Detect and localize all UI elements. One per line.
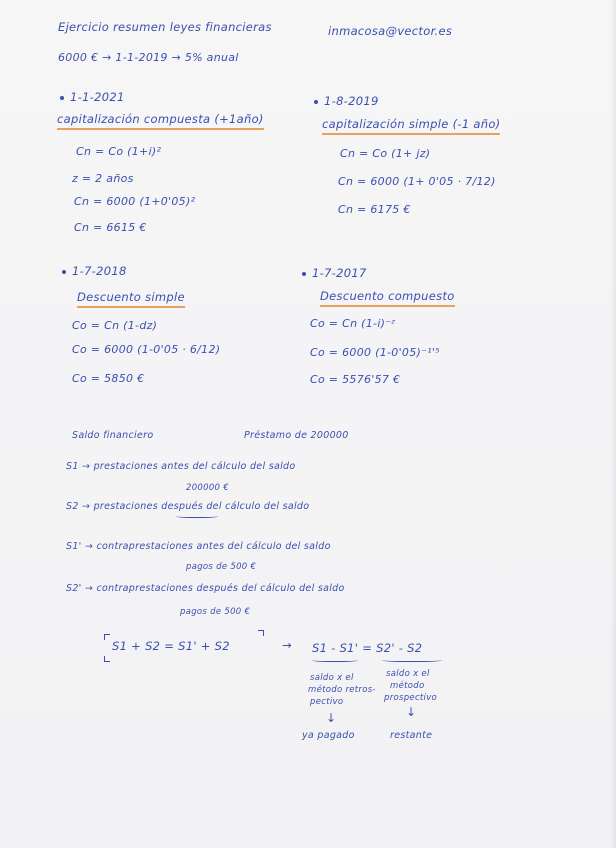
cap-simple-title: capitalización simple (-1 año) (322, 119, 500, 135)
s1-note: 200000 € (186, 483, 229, 493)
down-arrow-icon: ↓ (326, 711, 337, 725)
s2-prime-note: pagos de 500 € (180, 607, 251, 617)
handwritten-underline (312, 658, 358, 662)
bullet-dot (302, 272, 306, 276)
result-line: Cn = 6615 € (74, 221, 147, 234)
bracket-mark (104, 656, 110, 662)
formula-line: z = 2 años (72, 172, 134, 185)
result-line: Co = 5576'57 € (310, 373, 401, 386)
cap-compuesta-title: capitalización compuesta (+1año) (57, 114, 264, 130)
retrospective-note-line: pectivo (310, 697, 344, 707)
desc-compuesto-title: Descuento compuesto (320, 291, 455, 307)
retrospective-result: ya pagado (302, 730, 355, 741)
bullet-dot (62, 270, 66, 274)
s1-prime-definition: S1' → contraprestaciones antes del cálculo del saldo (66, 541, 331, 552)
formula-line: Co = 6000 (1-0'05 · 6/12) (72, 343, 221, 356)
bullet-dot (314, 100, 318, 104)
prospective-note-line: saldo x el (386, 669, 430, 679)
cap-compuesta-date: 1-1-2021 (70, 90, 125, 104)
cap-simple-date: 1-8-2019 (324, 94, 379, 108)
equation-arrow: → (282, 638, 292, 652)
saldo-title: Saldo financiero (72, 430, 154, 441)
prospective-note-line: prospectivo (384, 693, 438, 703)
prospective-result: restante (390, 730, 433, 741)
result-line: Cn = 6175 € (338, 203, 411, 216)
handwritten-underline (176, 514, 218, 518)
author-email: inmacosa@vector.es (328, 24, 453, 38)
page-edge-shadow (610, 0, 616, 848)
formula-line: Co = Cn (1-i)⁻ᶻ (310, 317, 396, 330)
balance-equation: S1 + S2 = S1' + S2 (112, 639, 230, 653)
formula-line: Co = 6000 (1-0'05)⁻¹'⁵ (310, 346, 440, 359)
bullet-dot (60, 96, 64, 100)
handwritten-underline (382, 658, 442, 662)
s1-definition: S1 → prestaciones antes del cálculo del saldo (66, 461, 296, 472)
formula-line: Cn = Co (1+ jz) (340, 147, 431, 160)
exercise-title: Ejercicio resumen leyes financieras (58, 20, 272, 34)
problem-statement: 6000 € → 1-1-2019 → 5% anual (58, 51, 239, 64)
retrospective-note-line: método retros- (308, 685, 376, 695)
s2-definition: S2 → prestaciones después del cálculo del saldo (66, 501, 310, 512)
formula-line: Cn = 6000 (1+ 0'05 · 7/12) (338, 175, 496, 188)
retrospective-note-line: saldo x el (310, 673, 354, 683)
down-arrow-icon: ↓ (406, 705, 417, 719)
s2-prime-definition: S2' → contraprestaciones después del cálculo del saldo (66, 583, 345, 594)
desc-compuesto-date: 1-7-2017 (312, 266, 367, 280)
formula-line: Cn = Co (1+i)² (76, 145, 162, 158)
prospective-note-line: método (390, 681, 425, 691)
s1-prime-note: pagos de 500 € (186, 562, 257, 572)
desc-simple-date: 1-7-2018 (72, 264, 127, 278)
bracket-mark (104, 634, 110, 640)
formula-line: Cn = 6000 (1+0'05)² (74, 195, 196, 208)
prestamo-label: Préstamo de 200000 (244, 430, 349, 441)
result-line: Co = 5850 € (72, 372, 145, 385)
formula-line: Co = Cn (1-dz) (72, 319, 158, 332)
desc-simple-title: Descuento simple (77, 292, 185, 308)
bracket-mark (258, 630, 264, 636)
balance-difference-equation: S1 - S1' = S2' - S2 (312, 641, 423, 655)
